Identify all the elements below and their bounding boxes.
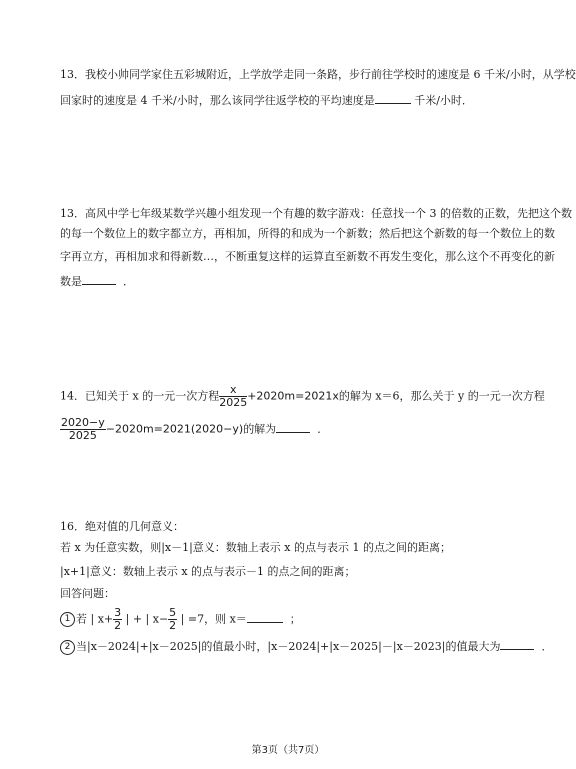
q2-line1: 13．高风中学七年级某数学兴趣小组发现一个有趣的数字游戏：任意找一个 3 的倍数的正数，先把这个数	[60, 207, 572, 220]
q4-sub1-fraction2-denominator: 2	[169, 619, 177, 632]
q3-answer-blank	[276, 420, 310, 433]
q2-line4-end: ．	[123, 275, 134, 288]
q4-line2: |x+1|意义：数轴上表示 x 的点与表示－1 的点之间的距离；	[60, 565, 356, 578]
q1-line2-unit: 千米/小时．	[410, 94, 473, 107]
q4-sub1	[60, 607, 301, 632]
q4-sub2-text: 当|x－2024|+|x－2025|的值最小时，|x－2024|+|x－2025|－|x－2023|的值最大为	[76, 640, 501, 653]
q3-line2	[60, 417, 328, 442]
q4-line3: 回答问题：	[60, 587, 115, 600]
q4-sub2-marker: 2	[60, 640, 75, 655]
q4-sub1-fraction1-numerator: 3	[114, 606, 122, 619]
q2-line2: 的每一个数位上的数字都立方，再相加，所得的和成为一个新数；然后把这个新数的每一个数位上的数	[60, 227, 555, 240]
q4-sub1-fraction1	[113, 607, 122, 632]
q3-stem-cont: 的解为 x＝6，那么关于 y 的一元一次方程	[338, 389, 545, 403]
q1-answer-blank	[375, 91, 411, 104]
q4-sub1-fraction2	[168, 607, 177, 632]
q2-line3: 字再立方，再相加求和得新数…，不断重复这样的运算直至新数不再发生变化，那么这个不再变化的新	[60, 250, 555, 263]
q2-answer-blank	[82, 272, 116, 285]
q4-title: 16．绝对值的几何意义：	[60, 520, 184, 533]
q4-sub1-mid: | + | x−	[122, 612, 169, 626]
q4-sub1-text: 若 | x+	[76, 612, 114, 626]
q1-line1: 13．我校小帅同学家住五彩城附近，上学放学走同一条路，步行前往学校时的速度是 6 千米/小时，从学校	[60, 68, 576, 81]
q2-line4	[60, 272, 134, 290]
q4-sub2-answer-blank	[500, 637, 534, 650]
q3-fraction2	[60, 417, 106, 442]
q1-line2	[60, 91, 473, 109]
q1-line2-text: 回家时的速度是 4 千米/小时，那么该同学往返学校的平均速度是	[60, 94, 375, 107]
q4-sub1-fraction1-denominator: 2	[114, 619, 122, 632]
q4-line1: 若 x 为任意实数，则|x－1|意义：数轴上表示 x 的点与表示 1 的点之间的距离；	[60, 541, 451, 554]
q4-sub1-end: ；	[289, 612, 301, 626]
q3-equation1-rest: +2020m=2021x	[247, 389, 339, 403]
q4-sub1-marker: 1	[60, 612, 75, 627]
q4-sub2-end: ．	[541, 640, 553, 653]
q3-line2-end: ．	[317, 422, 329, 436]
q3-fraction1	[219, 384, 247, 409]
page-footer: 第3页（共7页）	[251, 745, 325, 756]
q3-fraction1-numerator: x	[219, 384, 247, 397]
q3-equation2-rest: −2020m=2021(2020−y)	[105, 422, 244, 436]
q3-stem: 14．已知关于 x 的一元一次方程	[60, 389, 220, 403]
q4-sub2	[60, 637, 552, 655]
q3-fraction2-numerator: 2020−y	[61, 416, 105, 429]
q4-sub1-post: | =7，则 x＝	[177, 612, 247, 626]
q3-fraction1-denominator: 2025	[219, 396, 248, 409]
q3-fraction2-denominator: 2025	[68, 429, 97, 442]
q4-sub1-fraction2-numerator: 5	[169, 606, 177, 619]
q4-sub1-answer-blank	[247, 610, 283, 623]
q3-line2-text: 的解为	[243, 422, 277, 436]
q2-line4-text: 数是	[60, 275, 82, 288]
q3-line1	[60, 384, 545, 409]
